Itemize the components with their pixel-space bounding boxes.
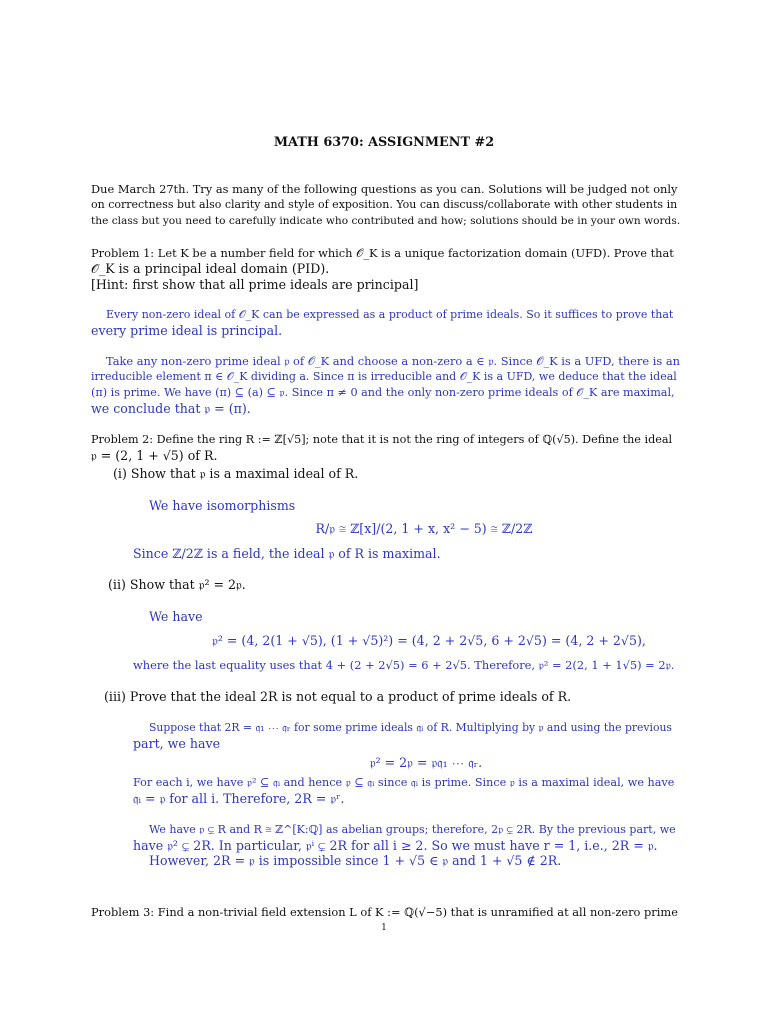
- page-title: MATH 6370: ASSIGNMENT #2: [273, 135, 495, 150]
- problem-1-statement-line: 𝒪_K is a principal ideal domain (PID).: [91, 261, 330, 276]
- part-iii-question: (iii) Prove that the ideal 2R is not equal to a product of prime ideals of R.: [104, 689, 572, 704]
- display-equation: 𝔭² = 2𝔭 = 𝔭𝔮₁ ⋯ 𝔮ᵣ.: [369, 755, 483, 770]
- solution-line: part, we have: [133, 736, 221, 751]
- solution-line: However, 2R = 𝔭 is impossible since 1 + √5 ∈ 𝔭 and 1 + √5 ∉ 2R.: [149, 853, 562, 868]
- problem-1-hint: [Hint: first show that all prime ideals are principal]: [91, 277, 419, 292]
- solution-line: We have isomorphisms: [149, 498, 296, 513]
- solution-line: 𝔮ᵢ = 𝔭 for all i. Therefore, 2R = 𝔭ʳ.: [133, 791, 345, 806]
- solution-line: We have: [149, 609, 203, 624]
- solution-line: every prime ideal is principal.: [91, 323, 283, 338]
- solution-line: For each i, we have 𝔭² ⊆ 𝔮ᵢ and hence 𝔭 ⊆ 𝔮ᵢ since 𝔮ᵢ is prime. Since 𝔭 is a maximal ideal, we have: [133, 776, 675, 789]
- solution-line: Take any non-zero prime ideal 𝔭 of 𝒪_K and choose a non-zero a ∈ 𝔭. Since 𝒪_K is a UFD, there is an: [106, 354, 680, 368]
- intro-line: the class but you need to carefully indicate who contributed and how; solutions should be in your own words.: [91, 215, 681, 227]
- solution-line: irreducible element π ∈ 𝒪_K dividing a. Since π is irreducible and 𝒪_K is a UFD, we deduce that the ideal: [91, 370, 677, 383]
- solution-line: have 𝔭² ⊊ 2R. In particular, 𝔭ⁱ ⊊ 2R for all i ≥ 2. So we must have r = 1, i.e., 2R = 𝔭.: [133, 838, 658, 853]
- solution-line: Suppose that 2R = 𝔮₁ ⋯ 𝔮ᵣ for some prime ideals 𝔮ᵢ of R. Multiplying by 𝔭 and using the previous: [149, 721, 672, 734]
- problem-2-statement-line: 𝔭 = (2, 1 + √5) of R.: [91, 448, 218, 463]
- solution-line: We have 𝔭 ⊊ R and R ≅ ℤ^[K:ℚ] as abelian groups; therefore, 2𝔭 ⊊ 2R. By the previous part, we: [149, 823, 676, 836]
- problem-1-statement-line: Problem 1: Let K be a number field for which 𝒪_K is a unique factorization domain (UFD). Prove that: [91, 246, 674, 260]
- display-equation: R/𝔭 ≅ ℤ[x]/(2, 1 + x, x² − 5) ≅ ℤ/2ℤ: [315, 521, 533, 536]
- problem-2-statement-line: Problem 2: Define the ring R := ℤ[√5]; note that it is not the ring of integers of ℚ(√5). Define the ideal: [91, 433, 673, 446]
- intro-line: Due March 27th. Try as many of the following questions as you can. Solutions will be judged not only: [91, 182, 678, 196]
- display-equation: 𝔭² = (4, 2(1 + √5), (1 + √5)²) = (4, 2 + 2√5, 6 + 2√5) = (4, 2 + 2√5),: [212, 633, 646, 648]
- solution-line: (π) is prime. We have (π) ⊆ (a) ⊆ 𝔭. Since π ≠ 0 and the only non-zero prime ideals of 𝒪_K are maximal,: [91, 386, 675, 399]
- page-number: 1: [381, 923, 387, 933]
- solution-line: we conclude that 𝔭 = (π).: [91, 401, 251, 416]
- solution-line: where the last equality uses that 4 + (2 + 2√5) = 6 + 2√5. Therefore, 𝔭² = 2(2, 1 + 1√5) = 2𝔭.: [133, 658, 675, 672]
- intro-line: on correctness but also clarity and style of exposition. You can discuss/collaborate with other students in: [91, 198, 678, 211]
- part-ii-question: (ii) Show that 𝔭² = 2𝔭.: [108, 577, 246, 592]
- solution-line: Every non-zero ideal of 𝒪_K can be expressed as a product of prime ideals. So it suffices to prove that: [106, 308, 674, 321]
- part-i-question: (i) Show that 𝔭 is a maximal ideal of R.: [113, 466, 359, 481]
- problem-3-statement-line: Problem 3: Find a non-trivial field extension L of K := ℚ(√−5) that is unramified at all non-zero prime: [91, 905, 678, 919]
- solution-line: Since ℤ/2ℤ is a field, the ideal 𝔭 of R is maximal.: [133, 546, 441, 561]
